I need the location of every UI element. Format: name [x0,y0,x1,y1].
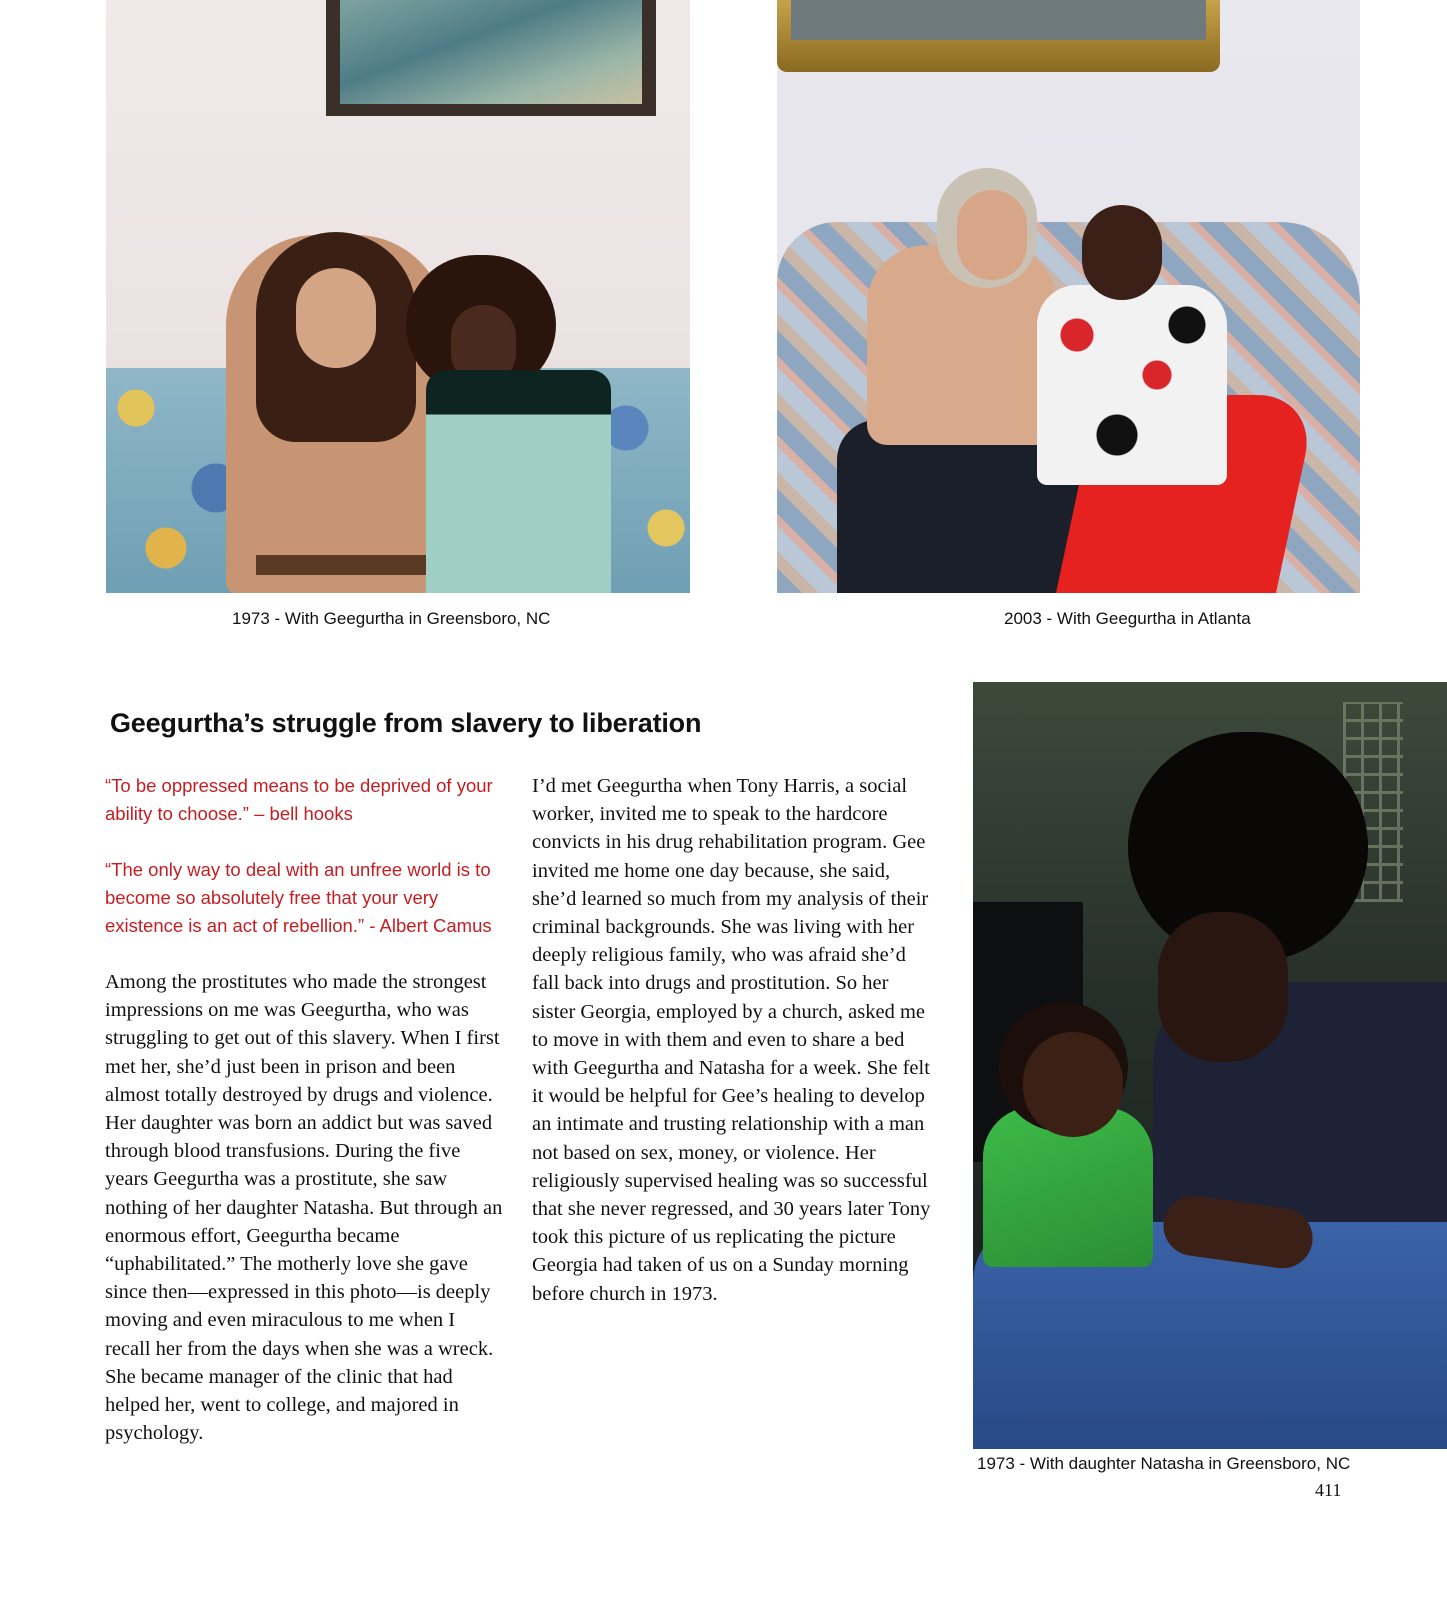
epigraph-quote: “The only way to deal with an unfree world is to become so absolutely free that your very existence is an act of rebellion.” - Albert Camus [105,859,492,936]
photo-caption: 2003 - With Geegurtha in Atlanta [1004,609,1251,628]
text-column-left [105,772,505,1447]
epigraph-quote: “To be oppressed means to be deprived of your ability to choose.” – bell hooks [105,775,493,824]
woman-figure [1037,285,1227,485]
photo-2003-atlanta [777,0,1360,593]
body-paragraph: I’d met Geegurtha when Tony Harris, a social worker, invited me to speak to the hardcore convicts in his drug rehabilitation program. Gee invited me home one day because, she said, she’d learned so much from my analysis of their criminal backgrounds. She was living with her deeply religious family, who was afraid she’d fall back into drugs and prostitution. So her sister Georgia, employed by a church, asked me to move in with them and even to share a bed with Geegurtha and Natasha for a week. She felt it would be helpful for Gee’s healing to develop an intimate and trusting relationship with a man not based on sex, money, or violence. Her religiously supervised healing was so successful that she never regressed, and 30 years later Tony took this picture of us replicating the picture Georgia had taken of us on a Sunday morning before church in 1973. [532,775,931,1305]
gilded-mirror [777,0,1220,72]
article-heading: Geegurtha’s struggle from slavery to liberation [110,708,702,738]
photo-caption: 1973 - With Geegurtha in Greensboro, NC [232,609,551,628]
text-column-right [532,772,932,1336]
body-paragraph: Among the prostitutes who made the strongest impressions on me was Geegurtha, who was struggling to get out of this slavery. When I first met her, she’d just been in prison and been almost totally destroyed by drugs and violence. Her daughter was born an addict but was saved through blood transfusions. During the five years Geegurtha was a prostitute, she saw nothing of her daughter Natasha. But through an enormous effort, Geegurtha became “uphabilitated.” The motherly love she gave since then—expressed in this photo—is deeply moving and even miraculous to me when I recall her from the days when she was a wreck. She became manager of the clinic that had helped her, went to college, and majored in psychology. [105,971,503,1445]
page-number: 411 [1315,1480,1342,1500]
photo-1973-with-daughter [973,682,1447,1449]
photo-1973-greensboro [106,0,690,593]
photo-caption: 1973 - With daughter Natasha in Greensboro, NC [977,1454,1351,1473]
framed-painting [326,0,656,116]
